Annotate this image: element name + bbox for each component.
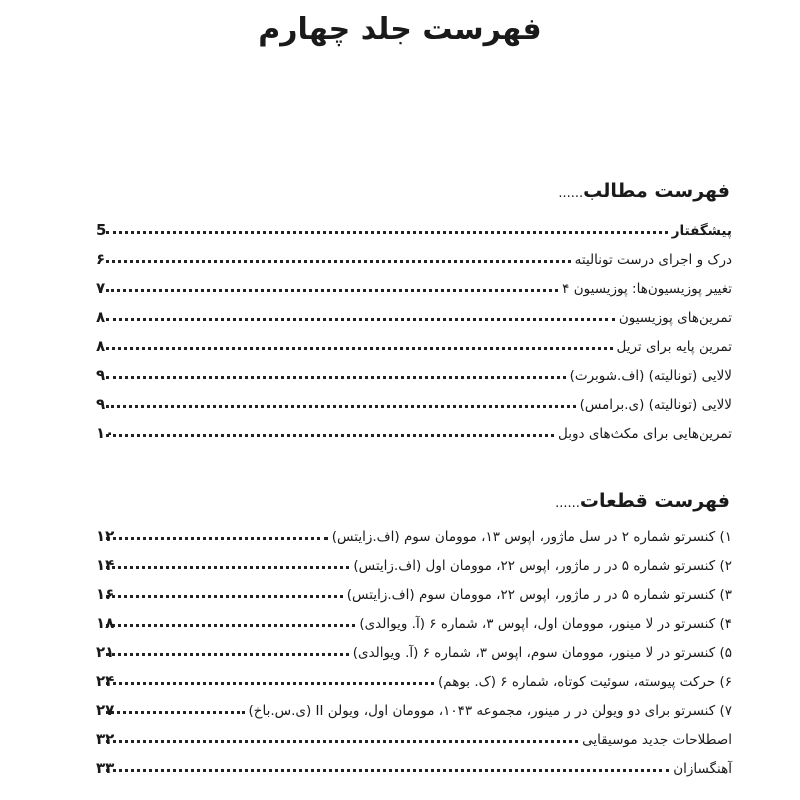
toc-entry[interactable] (96, 326, 732, 355)
toc-entry-title: لالایی (تونالیته) (اف.شوبرت) (566, 368, 732, 384)
dot-leader (106, 624, 355, 627)
toc-entry-page: ۹ (96, 395, 106, 413)
toc-entry-title: ۳) کنسرتو شماره ۵ در ر ماژور، اپوس ۲۲، موومان سوم (اف.زایتس) (343, 587, 732, 603)
toc-entry-title: ۷) کنسرتو برای دو ویولن در ر مینور، مجموعه ۱۰۴۳، موومان اول، ویولن II (ی.س.باخ) (245, 703, 733, 719)
pieces-heading-dots: ...... (555, 496, 580, 511)
toc-entry-page: ۲۷ (96, 701, 115, 719)
toc-entry-title: ۴) کنسرتو در لا مینور، موومان اول، اپوس ۳، شماره ۶ (آ. ویوالدی) (355, 616, 732, 632)
toc-entry-title: پیشگفتار (668, 223, 732, 239)
toc-entry[interactable] (96, 690, 732, 719)
toc-entry[interactable] (96, 516, 732, 545)
toc-entry-title: آهنگسازان (669, 761, 732, 777)
toc-entry-page: ۹ (96, 366, 106, 384)
dot-leader (106, 682, 434, 685)
toc-entry-title: لالایی (تونالیته) (ی.برامس) (576, 397, 732, 413)
page-title: فهرست جلد چهارم (258, 12, 542, 47)
toc-entry-page: ۲۴ (96, 672, 115, 690)
toc-entry[interactable] (96, 384, 732, 413)
dot-leader (106, 769, 669, 772)
toc-entry[interactable] (96, 297, 732, 326)
toc-entry-page: ۱۰ (96, 424, 115, 442)
toc-entry-page: ۶ (96, 250, 106, 268)
toc-entry-title: ۵) کنسرتو در لا مینور، موومان سوم، اپوس ۳، شماره ۶ (آ. ویوالدی) (349, 645, 732, 661)
toc-entry[interactable] (96, 545, 732, 574)
dot-leader (106, 566, 349, 569)
dot-leader (106, 318, 615, 321)
pieces-heading (555, 490, 730, 512)
toc-entry-page: ۸ (96, 337, 106, 355)
contents-heading (558, 180, 730, 202)
toc-entry-title: ۲) کنسرتو شماره ۵ در ر ماژور، اپوس ۲۲، موومان اول (اف.زایتس) (349, 558, 732, 574)
toc-entry-page: 5 (96, 221, 107, 239)
dot-leader (106, 231, 668, 234)
toc-entry-title: تغییر پوزیسیون‌ها: پوزیسیون ۴ (558, 281, 732, 297)
dot-leader (106, 405, 576, 408)
toc-entry-page: ۷ (96, 279, 106, 297)
toc-entry[interactable] (96, 413, 732, 442)
toc-entry[interactable] (96, 239, 732, 268)
toc-entry-title: تمرین‌هایی برای مکث‌های دوبل (554, 426, 732, 442)
toc-entry-page: ۱۶ (96, 585, 115, 603)
toc-entry[interactable] (96, 748, 732, 777)
contents-heading-text: فهرست مطالب (583, 180, 730, 202)
toc-entry[interactable] (96, 719, 732, 748)
toc-entry-page: ۱۴ (96, 556, 115, 574)
toc-entry[interactable] (96, 268, 732, 297)
toc-entry-title: ۶) حرکت پیوسته، سوئیت کوتاه، شماره ۶ (ک. بوهم) (434, 674, 732, 690)
dot-leader (106, 740, 578, 743)
toc-entry-page: ۱۸ (96, 614, 115, 632)
toc-entry[interactable] (96, 210, 732, 239)
toc-entry-title: ۱) کنسرتو شماره ۲ در سل ماژور، اپوس ۱۳، موومان سوم (اف.زایتس) (328, 529, 732, 545)
toc-entry[interactable] (96, 603, 732, 632)
toc-entry[interactable] (96, 632, 732, 661)
toc-entry[interactable] (96, 574, 732, 603)
toc-entry[interactable] (96, 355, 732, 384)
dot-leader (106, 434, 554, 437)
toc-entry-title: اصطلاحات جدید موسیقایی (578, 732, 732, 748)
dot-leader (106, 595, 343, 598)
dot-leader (106, 711, 245, 714)
toc-entry-page: ۳۳ (96, 759, 115, 777)
pieces-list (96, 516, 732, 777)
toc-entry-title: درک و اجرای درست تونالیته (571, 252, 732, 268)
toc-entry-page: ۸ (96, 308, 106, 326)
contents-heading-dots: ...... (558, 186, 584, 201)
dot-leader (106, 376, 566, 379)
dot-leader (106, 653, 349, 656)
toc-entry-page: ۲۱ (96, 643, 115, 661)
contents-list (96, 210, 732, 442)
toc-entry[interactable] (96, 661, 732, 690)
dot-leader (106, 537, 328, 540)
toc-entry-page: ۳۲ (96, 730, 115, 748)
dot-leader (106, 260, 571, 263)
toc-entry-title: تمرین‌های پوزیسیون (615, 310, 732, 326)
dot-leader (106, 289, 558, 292)
toc-entry-page: ۱۲ (96, 527, 115, 545)
toc-entry-title: تمرین پایه برای تریل (613, 339, 733, 355)
dot-leader (106, 347, 613, 350)
pieces-heading-text: فهرست قطعات (579, 490, 730, 512)
